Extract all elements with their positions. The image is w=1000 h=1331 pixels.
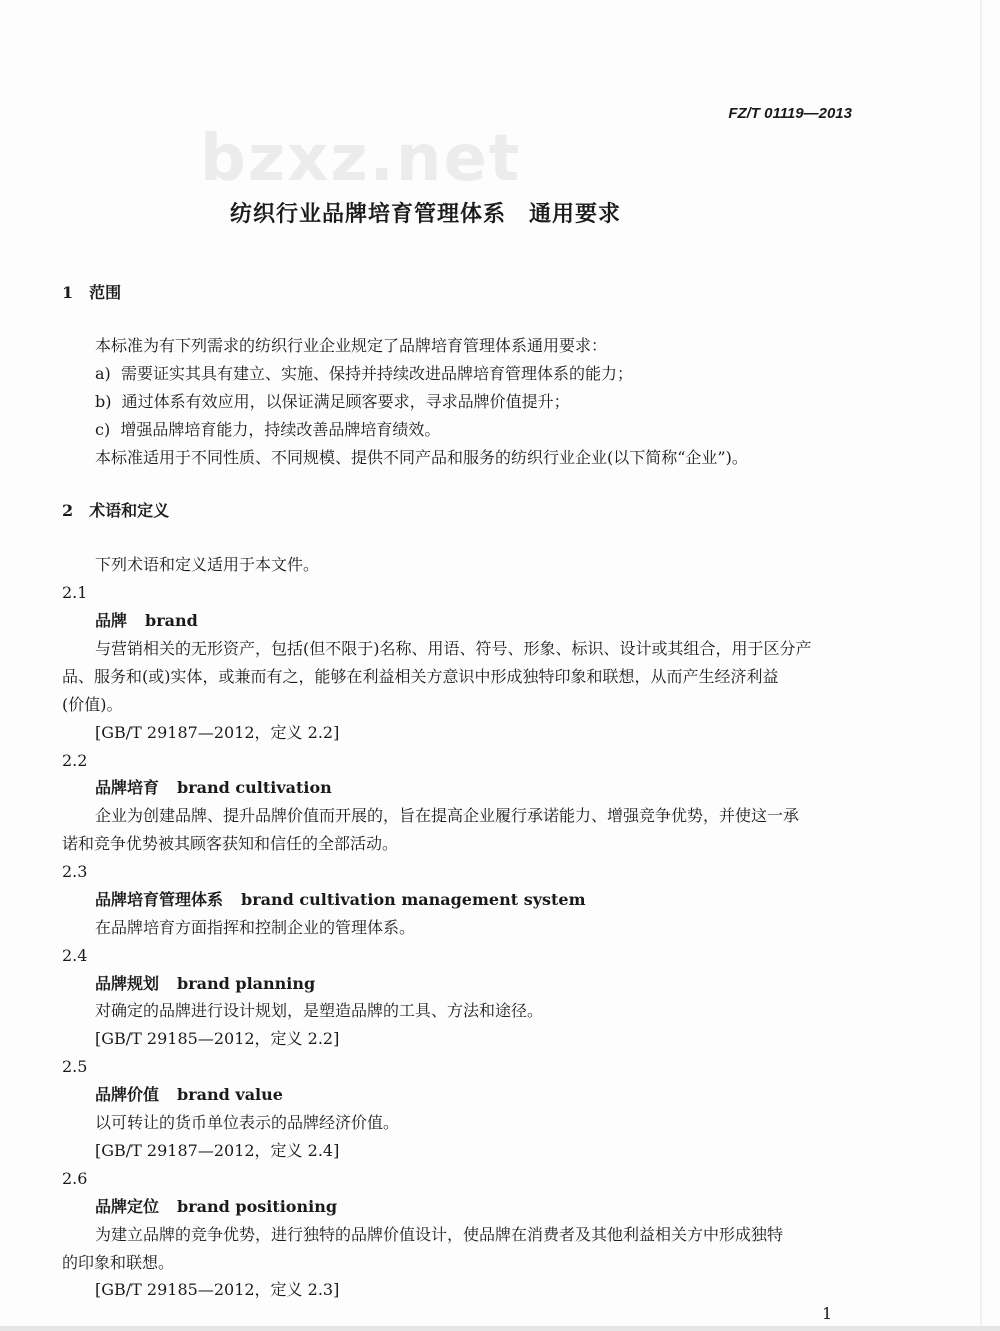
paragraph: 本标准为有下列需求的纺织行业企业规定了品牌培育管理体系通用要求：: [95, 336, 608, 355]
definition-line: 的印象和联想。: [62, 1253, 175, 1272]
term-en: brand positioning: [177, 1197, 338, 1216]
term-number: 2.2: [62, 751, 88, 770]
term-title: [95, 890, 586, 910]
list-item: [95, 420, 440, 440]
term-en: brand: [145, 611, 198, 630]
list-item: [95, 392, 570, 412]
term-zh: 品牌定位: [95, 1197, 160, 1216]
term-en: brand planning: [177, 974, 316, 993]
list-text: 需要证实其具有建立、实施、保持并持续改进品牌培育管理体系的能力；: [120, 364, 633, 383]
term-en: brand cultivation: [177, 778, 332, 797]
term-en: brand cultivation management system: [241, 890, 586, 909]
definition-line: 与营销相关的无形资产，包括(但不限于)名称、用语、符号、形象、标识、设计或其组合，用于区分产: [95, 639, 812, 658]
document-title: 纺织行业品牌培育管理体系 通用要求: [230, 201, 622, 227]
term-zh: 品牌价值: [95, 1085, 160, 1104]
list-marker: a): [95, 364, 111, 383]
term-en: brand value: [177, 1085, 283, 1104]
definition-line: 以可转让的货币单位表示的品牌经济价值。: [95, 1113, 400, 1132]
definition-line: 在品牌培育方面指挥和控制企业的管理体系。: [95, 918, 416, 937]
term-zh: 品牌培育管理体系: [95, 890, 224, 909]
section-heading: 2 术语和定义: [62, 501, 170, 520]
standard-code: FZ/T 01119—2013: [728, 105, 852, 122]
term-zh: 品牌规划: [95, 974, 160, 993]
definition-line: 品、服务和(或)实体，或兼而有之，能够在利益相关方意识中形成独特印象和联想，从而产生经济利益: [62, 667, 779, 686]
definition-line: 为建立品牌的竞争优势，进行独特的品牌价值设计，使品牌在消费者及其他利益相关方中形成独特: [95, 1225, 784, 1244]
term-source: [GB/T 29185—2012，定义 2.2]: [95, 1029, 340, 1048]
definition-line: 企业为创建品牌、提升品牌价值而开展的，旨在提高企业履行承诺能力、增强竞争优势，并使这一承: [95, 806, 800, 825]
list-marker: b): [95, 392, 112, 411]
term-zh: 品牌培育: [95, 778, 160, 797]
list-text: 增强品牌培育能力，持续改善品牌培育绩效。: [120, 420, 441, 439]
term-title: [95, 1197, 337, 1217]
list-text: 通过体系有效应用，以保证满足顾客要求，寻求品牌价值提升；: [121, 392, 570, 411]
definition-line: 诺和竞争优势被其顾客获知和信任的全部活动。: [62, 834, 399, 853]
term-number: 2.3: [62, 862, 88, 881]
term-title: [95, 778, 332, 798]
term-source: [GB/T 29187—2012，定义 2.4]: [95, 1141, 340, 1160]
definition-line: (价值)。: [62, 695, 123, 714]
term-number: 2.5: [62, 1057, 88, 1076]
scan-edge: [980, 0, 982, 1331]
definition-line: 对确定的品牌进行设计规划，是塑造品牌的工具、方法和途径。: [95, 1001, 544, 1020]
term-source: [GB/T 29187—2012，定义 2.2]: [95, 723, 340, 742]
term-zh: 品牌: [95, 611, 128, 630]
term-number: 2.4: [62, 946, 88, 965]
term-title: [95, 1085, 283, 1105]
page-number: 1: [822, 1304, 833, 1323]
page-bottom-edge: [0, 1326, 1000, 1331]
list-item: [95, 364, 633, 384]
section-heading: 1 范围: [62, 283, 122, 302]
watermark: bzxz.net: [200, 122, 522, 196]
paragraph: 本标准适用于不同性质、不同规模、提供不同产品和服务的纺织行业企业(以下简称“企业”)。: [95, 448, 748, 467]
term-number: 2.1: [62, 583, 88, 602]
term-number: 2.6: [62, 1169, 88, 1188]
term-title: [95, 611, 198, 631]
paragraph: 下列术语和定义适用于本文件。: [95, 555, 320, 574]
term-source: [GB/T 29185—2012，定义 2.3]: [95, 1280, 340, 1299]
term-title: [95, 974, 315, 994]
list-marker: c): [95, 420, 111, 439]
